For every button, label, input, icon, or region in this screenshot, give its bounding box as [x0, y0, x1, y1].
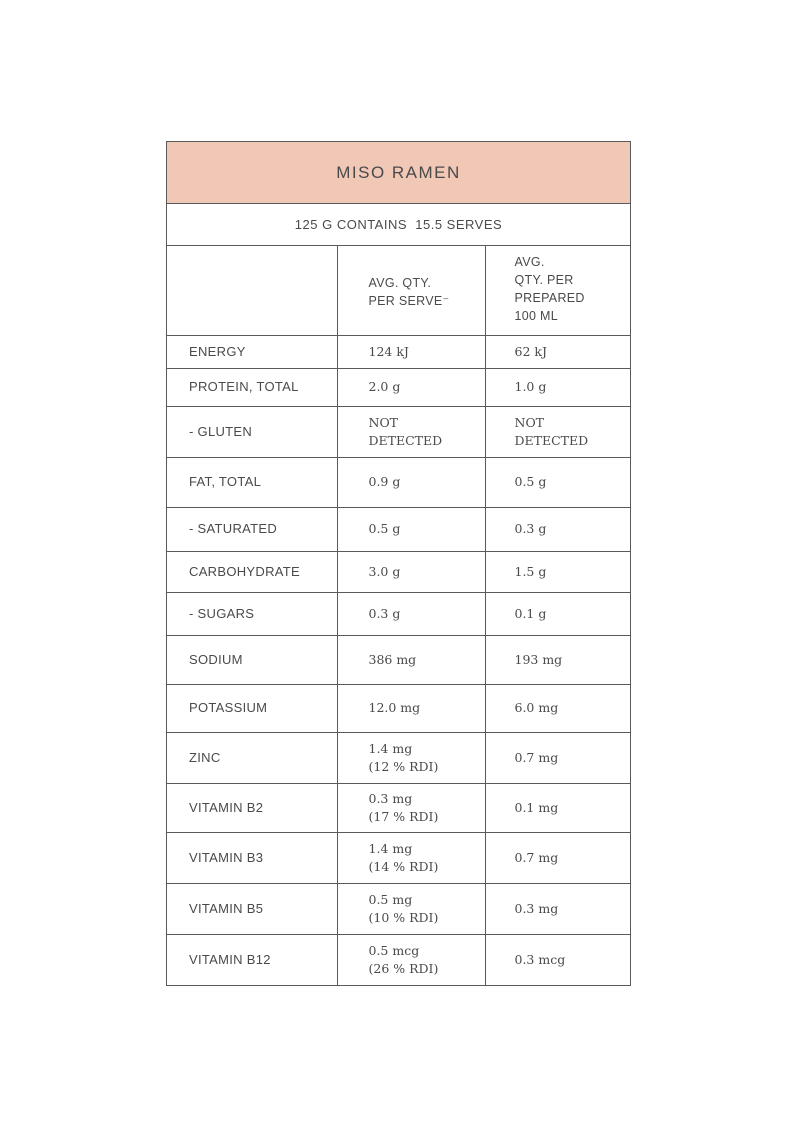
per-100ml-line: 0.3 mg	[514, 900, 559, 916]
per-100ml-value	[485, 883, 630, 934]
per-serve-line: 0.9 g	[368, 474, 401, 489]
per-100ml-line: 0.3 mcg	[514, 951, 566, 967]
nutrient-label: VITAMIN B5	[167, 883, 337, 934]
per-100ml-value	[485, 832, 630, 883]
serves-line: 125 G CONTAINS 15.5 SERVES	[167, 204, 630, 246]
per-serve-line: NOT	[368, 414, 399, 430]
per-100ml-value	[485, 551, 630, 592]
per-serve-value	[337, 592, 485, 635]
per-serve-value	[337, 883, 485, 934]
per-serve-value	[337, 934, 485, 985]
nutrient-label: VITAMIN B3	[167, 832, 337, 883]
product-title: MISO RAMEN	[167, 142, 630, 204]
nutrient-label: ZINC	[167, 732, 337, 783]
per-serve-value	[337, 457, 485, 507]
per-serve-line: (17 % RDI)	[368, 808, 439, 824]
per-100ml-line: 0.7 mg	[514, 849, 559, 865]
per-serve-line: 12.0 mg	[368, 700, 421, 715]
table-row	[167, 934, 630, 985]
nutrient-label: ENERGY	[167, 335, 337, 368]
per-serve-value	[337, 732, 485, 783]
table-row	[167, 507, 630, 551]
header-blank	[167, 246, 337, 335]
per-100ml-value	[485, 934, 630, 985]
header-per-100ml-line: AVG.	[514, 255, 545, 269]
nutrient-label: POTASSIUM	[167, 684, 337, 732]
per-100ml-line: 193 mg	[514, 651, 563, 667]
per-serve-line: (10 % RDI)	[368, 909, 439, 925]
per-serve-line: (14 % RDI)	[368, 858, 439, 874]
nutrient-label: - GLUTEN	[167, 406, 337, 457]
nutrient-label: PROTEIN, TOTAL	[167, 368, 337, 406]
per-100ml-value	[485, 635, 630, 684]
header-per-serve-line: AVG. QTY.	[368, 276, 432, 290]
per-100ml-value	[485, 783, 630, 832]
nutrient-label: VITAMIN B12	[167, 934, 337, 985]
header-per-100ml	[485, 246, 630, 335]
nutrient-label: - SUGARS	[167, 592, 337, 635]
per-serve-value	[337, 684, 485, 732]
table-row	[167, 592, 630, 635]
per-serve-value	[337, 335, 485, 368]
per-100ml-value	[485, 368, 630, 406]
per-100ml-value	[485, 732, 630, 783]
per-100ml-line: NOT	[514, 414, 545, 430]
per-serve-line: (12 % RDI)	[368, 758, 439, 774]
per-serve-value	[337, 832, 485, 883]
table-row	[167, 684, 630, 732]
nutrient-label: FAT, TOTAL	[167, 457, 337, 507]
per-100ml-value	[485, 592, 630, 635]
nutrient-label: - SATURATED	[167, 507, 337, 551]
per-serve-line: 0.5 g	[368, 521, 401, 536]
per-100ml-line: 0.7 mg	[514, 749, 559, 765]
per-100ml-line: 6.0 mg	[514, 700, 559, 715]
per-100ml-line: 0.1 g	[514, 605, 547, 621]
per-serve-line: 386 mg	[368, 651, 417, 667]
per-serve-line: 0.3 g	[368, 605, 401, 621]
per-serve-line: 0.5 mg	[368, 891, 413, 907]
per-serve-value	[337, 507, 485, 551]
per-serve-value	[337, 783, 485, 832]
table-row	[167, 832, 630, 883]
header-per-serve-line: PER SERVE⁻	[368, 294, 450, 308]
header-per-100ml-line: PREPARED	[514, 291, 585, 305]
header-per-serve	[337, 246, 485, 335]
per-serve-line: 3.0 g	[368, 563, 401, 579]
table-row	[167, 457, 630, 507]
per-serve-value	[337, 406, 485, 457]
table-row	[167, 635, 630, 684]
per-100ml-value	[485, 507, 630, 551]
per-serve-line: DETECTED	[368, 432, 443, 448]
header-per-100ml-line: 100 ML	[514, 309, 558, 323]
per-100ml-value	[485, 406, 630, 457]
per-100ml-line: 1.0 g	[514, 379, 547, 394]
per-100ml-line: 1.5 g	[514, 563, 547, 579]
per-100ml-value	[485, 457, 630, 507]
per-100ml-line: 0.3 g	[514, 521, 547, 536]
table-row	[167, 335, 630, 368]
nutrient-label: VITAMIN B2	[167, 783, 337, 832]
per-serve-value	[337, 551, 485, 592]
header-row	[167, 246, 630, 335]
per-serve-line: 2.0 g	[368, 379, 401, 394]
table-row	[167, 783, 630, 832]
table-row	[167, 551, 630, 592]
per-serve-line: 0.5 mcg	[368, 942, 420, 958]
per-serve-value	[337, 368, 485, 406]
per-serve-line: 124 kJ	[368, 343, 409, 359]
per-serve-line: (26 % RDI)	[368, 960, 439, 976]
nutrition-panel	[166, 141, 631, 986]
per-100ml-value	[485, 335, 630, 368]
nutrition-table	[167, 246, 630, 985]
table-row	[167, 883, 630, 934]
per-serve-value	[337, 635, 485, 684]
per-100ml-value	[485, 684, 630, 732]
table-row	[167, 732, 630, 783]
per-100ml-line: 0.1 mg	[514, 799, 559, 815]
per-serve-line: 1.4 mg	[368, 740, 413, 756]
per-serve-line: 1.4 mg	[368, 840, 413, 856]
table-row	[167, 368, 630, 406]
nutrient-label: CARBOHYDRATE	[167, 551, 337, 592]
per-serve-line: 0.3 mg	[368, 790, 413, 806]
nutrient-label: SODIUM	[167, 635, 337, 684]
table-row	[167, 406, 630, 457]
per-100ml-line: DETECTED	[514, 432, 589, 448]
per-100ml-line: 62 kJ	[514, 343, 547, 359]
per-100ml-line: 0.5 g	[514, 474, 547, 489]
header-per-100ml-line: QTY. PER	[514, 273, 574, 287]
